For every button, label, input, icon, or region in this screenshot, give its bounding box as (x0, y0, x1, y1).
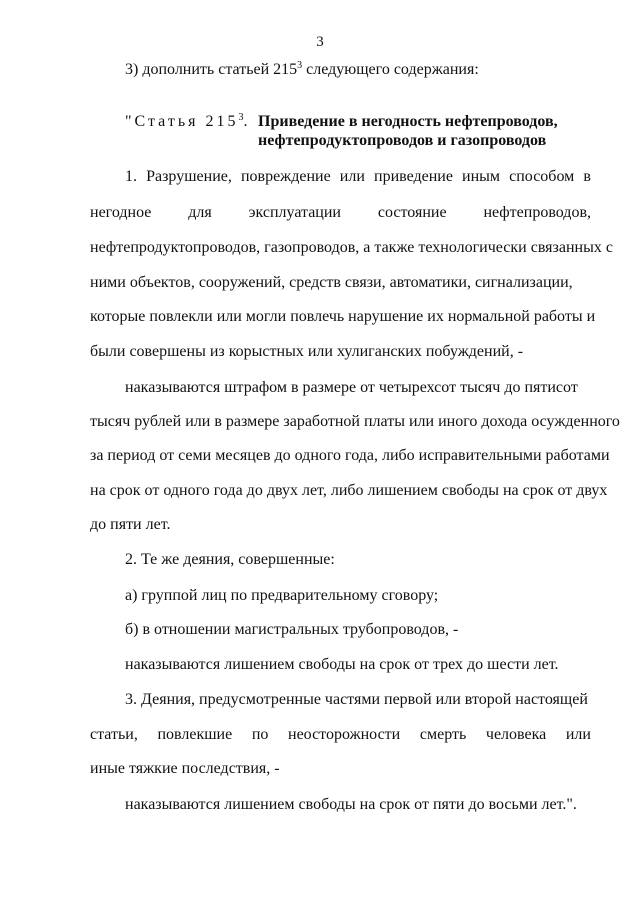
part2-item-b: б) в отношении магистральных трубопроводов, - (125, 621, 459, 638)
part1-line-1-word: в (583, 168, 591, 185)
part3-line-2-word: по (251, 726, 269, 743)
part3-punishment: наказываются лишением свободы на срок от пяти до восьми лет.". (125, 796, 577, 813)
part1-line-2 (90, 203, 591, 223)
part2-item-a: а) группой лиц по предварительному сговору; (125, 587, 439, 604)
part1-line-1 (125, 167, 591, 187)
part1-line-2-word: нефтепроводов, (483, 204, 591, 221)
part1-line-1-word: Разрушение, (146, 168, 232, 185)
part3-line-2-word: человека (485, 726, 547, 743)
part1-line-2-word: для (188, 204, 212, 221)
part1-line-2-word: негодное (90, 204, 152, 221)
part1-line-6: были совершены из корыстных или хулиганских побуждений, - (90, 343, 524, 360)
part1-line-1-word: иным (462, 168, 501, 185)
punishment1-line-3: за период от семи месяцев до одного года, либо исправительными работами (90, 447, 610, 464)
intro-text-after: следующего содержания: (302, 61, 479, 78)
part2-intro: 2. Те же деяния, совершенные: (125, 551, 335, 568)
part1-line-1-word: способом (509, 168, 575, 185)
part1-line-2-word: эксплуатации (248, 204, 341, 221)
part1-line-2-word: состояние (377, 204, 447, 221)
part1-line-1-word: или (339, 168, 365, 185)
part2-punishment: наказываются лишением свободы на срок от трех до шести лет. (125, 656, 559, 673)
intro-text: 3) дополнить статьей 215 (125, 61, 298, 78)
article-prefix: "Статья 215 (125, 113, 239, 130)
part3-line-2-word: статьи, (90, 726, 138, 743)
intro-superscript: 3 (297, 60, 303, 71)
page-number: 3 (316, 34, 324, 50)
article-superscript: 3 (238, 112, 244, 123)
part3-line-2-word: или (565, 726, 591, 743)
part3-line-2-word: повлекшие (157, 726, 233, 743)
part1-line-1-word: повреждение (240, 168, 331, 185)
punishment1-line-5: до пяти лет. (90, 516, 171, 533)
punishment1-line-4: на срок от одного года до двух лет, либо лишением свободы на срок от двух (90, 482, 608, 499)
intro-line (125, 60, 479, 80)
article-title-line-2: нефтепродуктопроводов и газопроводов (258, 132, 547, 149)
part1-line-1-word: приведение (374, 168, 453, 185)
part1-line-1-word: 1. (125, 168, 137, 185)
part1-line-5: которые повлекли или могли повлечь нарушение их нормальной работы и (90, 308, 596, 325)
part1-line-3: нефтепродуктопроводов, газопроводов, а также технологически связанных с (90, 239, 613, 256)
article-title-line-1: Приведение в негодность нефтепроводов, (258, 113, 558, 130)
part1-line-4: ними объектов, сооружений, средств связи, автоматики, сигнализации, (90, 274, 573, 291)
punishment1-line-1: наказываются штрафом в размере от четырехсот тысяч до пятисот (125, 379, 578, 396)
part3-line-2-word: неосторожности (288, 726, 401, 743)
part3-line-2 (90, 725, 591, 745)
part3-line-2-word: смерть (419, 726, 467, 743)
part3-line-3: иные тяжкие последствия, - (90, 760, 280, 777)
punishment1-line-2: тысяч рублей или в размере заработной платы или иного дохода осужденного (90, 413, 620, 430)
article-label (125, 112, 248, 132)
part3-line-1: 3. Деяния, предусмотренные частями первой или второй настоящей (125, 691, 588, 708)
article-dot: . (243, 113, 248, 130)
